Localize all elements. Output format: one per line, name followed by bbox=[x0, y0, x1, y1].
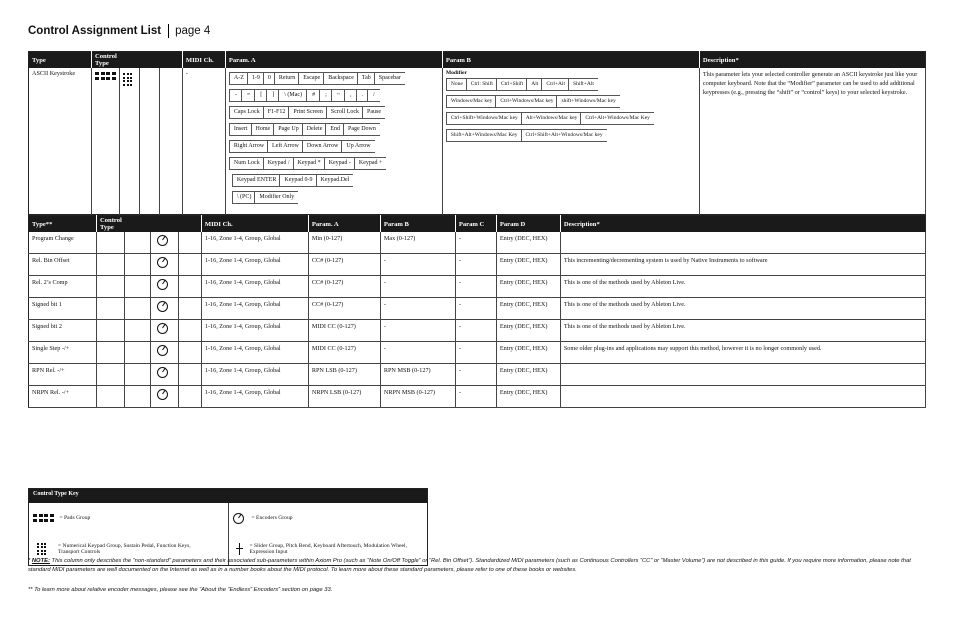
empty-cell bbox=[125, 364, 151, 386]
row-type: Rel. 2’s Comp bbox=[29, 276, 97, 298]
table-row bbox=[29, 276, 926, 298]
key-encoders-label: = Encoders Group bbox=[251, 515, 293, 521]
row-description bbox=[560, 364, 925, 386]
row-param-b: - bbox=[380, 254, 455, 276]
col-control-type: Control Type bbox=[92, 52, 120, 69]
row-param-a: CC# (0-127) bbox=[308, 276, 380, 298]
encoder-icon bbox=[157, 389, 168, 400]
modifier-row bbox=[446, 78, 696, 91]
row-param-b: - bbox=[380, 276, 455, 298]
key-box: Print Screen bbox=[288, 107, 327, 118]
row-midi: 1-16, Zone 1-4, Group, Global bbox=[201, 298, 308, 320]
key-box: Keypad / bbox=[263, 158, 294, 169]
row-type: Rel. Bin Offset bbox=[29, 254, 97, 276]
key-box: 0 bbox=[263, 73, 275, 84]
row-type: RPN Rel. -/+ bbox=[29, 364, 97, 386]
row-param-d: Entry (DEC, HEX) bbox=[496, 386, 560, 408]
row-param-d: Entry (DEC, HEX) bbox=[496, 342, 560, 364]
row-param-d: Entry (DEC, HEX) bbox=[496, 276, 560, 298]
row-param-c: - bbox=[455, 298, 496, 320]
key-row bbox=[229, 123, 439, 136]
key-box: . bbox=[356, 90, 369, 101]
ascii-table bbox=[28, 51, 926, 215]
key-box: , bbox=[344, 90, 357, 101]
param-b-modifiers bbox=[442, 68, 699, 215]
key-pads bbox=[29, 503, 229, 533]
footnote-text: This column only describes the “non-standard” parameters and their associated sub-parameters within Axiom Pro (such as “Note On/Off Toggle” or “Rel. Bin Offset”). Standardized MIDI parameters (such as Continuous Controllers “CC” or “Master Volume”) are not described in this guide. If you require more information, please note that standard MIDI parameters are well documented on the Internet as well as in a number books about the MIDI protocol. To learn more about these standard parameters, please refer to one of these books or websites. bbox=[28, 558, 911, 573]
empty-cell bbox=[97, 298, 125, 320]
footnote-1 bbox=[28, 557, 928, 575]
modifier-box: Windows/Mac key bbox=[447, 96, 496, 107]
empty-cell bbox=[97, 386, 125, 408]
table-row bbox=[29, 68, 926, 215]
encoder-icon bbox=[157, 345, 168, 356]
table-row bbox=[29, 342, 926, 364]
modifier-box: Shift+Alt bbox=[568, 79, 598, 90]
pads-icon bbox=[95, 72, 116, 80]
row-param-a: MIDI CC (0-127) bbox=[308, 342, 380, 364]
empty-cell bbox=[179, 364, 202, 386]
row-description: This is one of the methods used by Ableton Live. bbox=[560, 320, 925, 342]
empty-cell bbox=[179, 298, 202, 320]
empty-cell bbox=[125, 298, 151, 320]
key-box: Num Lock bbox=[230, 158, 264, 169]
control-type-key bbox=[28, 488, 428, 566]
key-box: Delete bbox=[302, 124, 327, 135]
empty-cell bbox=[97, 276, 125, 298]
param-a-keys bbox=[225, 68, 442, 215]
slider-icon bbox=[239, 543, 240, 555]
pads-cell bbox=[92, 68, 120, 215]
key-box: # bbox=[306, 90, 320, 101]
row-param-c: - bbox=[455, 364, 496, 386]
table-row bbox=[29, 320, 926, 342]
row-param-c: - bbox=[455, 254, 496, 276]
empty-cell bbox=[179, 320, 202, 342]
key-box: Scroll Lock bbox=[326, 107, 363, 118]
key-box: Pause bbox=[362, 107, 385, 118]
row-param-a: NRPN LSB (0-127) bbox=[308, 386, 380, 408]
pads-icon bbox=[33, 514, 54, 522]
row-midi: 1-16, Zone 1-4, Group, Global bbox=[201, 342, 308, 364]
encoder-icon bbox=[157, 235, 168, 246]
modifier-box: Ctrl+Windows/Mac key bbox=[495, 96, 557, 107]
table-row bbox=[29, 254, 926, 276]
row-param-b: - bbox=[380, 320, 455, 342]
numeric-keypad-icon bbox=[123, 73, 132, 86]
key-box: Page Down bbox=[343, 124, 380, 135]
key-box: = bbox=[241, 90, 255, 101]
key-box: Keypad - bbox=[324, 158, 355, 169]
title-divider bbox=[168, 24, 169, 38]
modifier-box: Ctrl+Shift+Alt+Windows/Mac key bbox=[521, 130, 607, 141]
row-midi: 1-16, Zone 1-4, Group, Global bbox=[201, 232, 308, 254]
encoder-table bbox=[28, 215, 926, 408]
row-param-a: CC# (0-127) bbox=[308, 254, 380, 276]
encoder-cell bbox=[151, 276, 179, 298]
key-box: Tab bbox=[357, 73, 375, 84]
page-number: page 4 bbox=[175, 25, 211, 37]
key-row bbox=[229, 72, 439, 85]
row-type: Signed bit 1 bbox=[29, 298, 97, 320]
modifier-row bbox=[446, 129, 696, 142]
row-param-b: RPN MSB (0-127) bbox=[380, 364, 455, 386]
row-param-b: NRPN MSB (0-127) bbox=[380, 386, 455, 408]
modifier-box: Alt bbox=[526, 79, 542, 90]
empty-cell bbox=[179, 254, 202, 276]
encoder-icon bbox=[157, 279, 168, 290]
col-description: Description* bbox=[560, 216, 925, 233]
row-param-a: Min (0-127) bbox=[308, 232, 380, 254]
encoder-cell bbox=[151, 386, 179, 408]
numeric-cell bbox=[120, 68, 140, 215]
encoder-cell bbox=[151, 364, 179, 386]
modifier-box: Alt+Windows/Mac key bbox=[521, 113, 582, 124]
encoder-icon bbox=[157, 301, 168, 312]
col-param-a: Param. A bbox=[308, 216, 380, 233]
row-param-d: Entry (DEC, HEX) bbox=[496, 298, 560, 320]
empty-cell bbox=[179, 342, 202, 364]
key-row bbox=[229, 106, 439, 119]
encoder-icon bbox=[157, 367, 168, 378]
key-row bbox=[232, 191, 439, 204]
key-box: Backspace bbox=[323, 73, 358, 84]
key-box: Up Arrow bbox=[341, 141, 374, 152]
key-box: 1-9 bbox=[247, 73, 264, 84]
key-box: Escape bbox=[298, 73, 324, 84]
footnote-label: NOTE: bbox=[31, 558, 50, 564]
empty-cell bbox=[179, 386, 202, 408]
row-type: Single Step -/+ bbox=[29, 342, 97, 364]
modifier-box: Ctrl+Alt+Windows/Mac Key bbox=[580, 113, 654, 124]
modifier-row bbox=[446, 112, 696, 125]
row-description: This is one of the methods used by Ableton Live. bbox=[560, 298, 925, 320]
encoder-cell bbox=[151, 254, 179, 276]
key-row bbox=[229, 89, 439, 102]
key-box: Spacebar bbox=[374, 73, 405, 84]
row-type: Program Change bbox=[29, 232, 97, 254]
table-row bbox=[29, 386, 926, 408]
col-description: Description* bbox=[699, 52, 925, 69]
key-box: - bbox=[230, 90, 242, 101]
table-row bbox=[29, 298, 926, 320]
empty-cell bbox=[125, 232, 151, 254]
key-box: End bbox=[325, 124, 344, 135]
row-param-b: - bbox=[380, 298, 455, 320]
key-row bbox=[229, 140, 439, 153]
row-midi: 1-16, Zone 1-4, Group, Global bbox=[201, 364, 308, 386]
modifier-label: Modifier bbox=[445, 70, 467, 76]
key-box: Keypad.Del bbox=[316, 175, 354, 186]
col-midi: MIDI Ch. bbox=[182, 52, 225, 69]
col-type: Type** bbox=[29, 216, 97, 233]
key-title: Control Type Key bbox=[29, 489, 427, 503]
row-param-a: CC# (0-127) bbox=[308, 298, 380, 320]
encoder-icon bbox=[157, 323, 168, 334]
row-param-b: - bbox=[380, 342, 455, 364]
row-type: Signed bit 2 bbox=[29, 320, 97, 342]
key-box: Caps Lock bbox=[230, 107, 264, 118]
empty-cell bbox=[97, 342, 125, 364]
row-description: This incrementing/decrementing system is used by Native Instruments to software bbox=[560, 254, 925, 276]
key-pads-label: = Pads Group bbox=[59, 515, 91, 521]
key-box: Home bbox=[251, 124, 275, 135]
row-param-c: - bbox=[455, 342, 496, 364]
modifier-row bbox=[446, 95, 696, 108]
modifier-box: Ctrl: Shift bbox=[466, 79, 497, 90]
key-box: Left Arrow bbox=[267, 141, 303, 152]
row-param-b: Max (0-127) bbox=[380, 232, 455, 254]
modifier-box: Ctrl+Shift+Windows/Mac key bbox=[447, 113, 522, 124]
row-description: This is one of the methods used by Ableton Live. bbox=[560, 276, 925, 298]
col-type: Type bbox=[29, 52, 92, 69]
empty-cell bbox=[125, 320, 151, 342]
key-box: Right Arrow bbox=[230, 141, 268, 152]
row-param-c: - bbox=[455, 232, 496, 254]
row-param-d: Entry (DEC, HEX) bbox=[496, 232, 560, 254]
row-description: This parameter lets your selected controller generate an ASCII keystroke just like your computer keyboard. Note that the “Modifier” parameter can be used to add additional keypresses (e.g., pressing the “shift” or “control” keys) to your selected keystroke. bbox=[699, 68, 925, 215]
modifier-box: Ctrl+Shift bbox=[496, 79, 527, 90]
empty-cell bbox=[125, 276, 151, 298]
modifier-box: shift+Windows/Mac key bbox=[556, 96, 619, 107]
col-param-b: Param B bbox=[442, 52, 699, 69]
row-midi: 1-16, Zone 1-4, Group, Global bbox=[201, 320, 308, 342]
key-box: Keypad + bbox=[354, 158, 387, 169]
encoder-icon bbox=[233, 513, 244, 524]
row-description: Some older plug-ins and applications may support this method, however it is no longer commonly used. bbox=[560, 342, 925, 364]
key-numeric-label: = Numerical Keypad Group, Sustain Pedal, Function Keys, Transport Controls bbox=[58, 543, 191, 555]
footnote-star: * bbox=[28, 558, 32, 564]
key-box: / bbox=[367, 90, 380, 101]
key-box: F1-F12 bbox=[263, 107, 290, 118]
page-header bbox=[28, 24, 210, 38]
row-param-c: - bbox=[455, 320, 496, 342]
key-box: \ (PC) bbox=[233, 192, 256, 203]
key-row bbox=[229, 157, 439, 170]
key-box: Keypad ENTER bbox=[233, 175, 281, 186]
row-param-c: - bbox=[455, 386, 496, 408]
numeric-keypad-icon bbox=[37, 543, 46, 556]
empty-cell bbox=[97, 364, 125, 386]
encoder-cell bbox=[151, 298, 179, 320]
row-type: NRPN Rel. -/+ bbox=[29, 386, 97, 408]
col-control-type: Control Type bbox=[97, 216, 125, 233]
col-param-a: Param. A bbox=[225, 52, 442, 69]
empty-cell bbox=[97, 320, 125, 342]
row-description bbox=[560, 386, 925, 408]
row-param-d: Entry (DEC, HEX) bbox=[496, 254, 560, 276]
row-param-a: MIDI CC (0-127) bbox=[308, 320, 380, 342]
key-box: Modifier Only bbox=[254, 192, 298, 203]
encoder-icon bbox=[157, 257, 168, 268]
row-midi: 1-16, Zone 1-4, Group, Global bbox=[201, 386, 308, 408]
key-box: Keypad 0-9 bbox=[279, 175, 316, 186]
empty-cell bbox=[97, 232, 125, 254]
empty-cell bbox=[179, 276, 202, 298]
table-row bbox=[29, 232, 926, 254]
key-box: ~ bbox=[331, 90, 345, 101]
modifier-box: None bbox=[447, 79, 467, 90]
key-box: [ bbox=[254, 90, 267, 101]
key-box: Keypad * bbox=[293, 158, 325, 169]
footnote-2: ** To learn more about relative encoder messages, please see the “About the “Endless” Encoders” section on page 33. bbox=[28, 587, 333, 593]
col-param-b: Param B bbox=[380, 216, 455, 233]
col-param-d: Param D bbox=[496, 216, 560, 233]
row-midi: 1-16, Zone 1-4, Group, Global bbox=[201, 254, 308, 276]
key-box: \ (Mac) bbox=[278, 90, 307, 101]
table-row bbox=[29, 364, 926, 386]
empty-cell bbox=[125, 254, 151, 276]
key-box: Down Arrow bbox=[302, 141, 343, 152]
row-param-a: RPN LSB (0-127) bbox=[308, 364, 380, 386]
key-row bbox=[232, 174, 439, 187]
key-box: ] bbox=[266, 90, 279, 101]
key-box: A-Z bbox=[230, 73, 248, 84]
key-encoders bbox=[229, 503, 428, 533]
row-midi: - bbox=[182, 68, 225, 215]
col-midi: MIDI Ch. bbox=[201, 216, 308, 233]
row-param-d: Entry (DEC, HEX) bbox=[496, 320, 560, 342]
row-param-d: Entry (DEC, HEX) bbox=[496, 364, 560, 386]
row-type: ASCII Keystroke bbox=[29, 68, 92, 215]
col-param-c: Param C bbox=[455, 216, 496, 233]
key-box: Page Up bbox=[273, 124, 303, 135]
empty-cell bbox=[179, 232, 202, 254]
encoder-cell bbox=[151, 232, 179, 254]
key-box: Insert bbox=[230, 124, 252, 135]
row-midi: 1-16, Zone 1-4, Group, Global bbox=[201, 276, 308, 298]
row-description bbox=[560, 232, 925, 254]
empty-cell bbox=[125, 386, 151, 408]
encoder-cell bbox=[151, 342, 179, 364]
empty-cell bbox=[125, 342, 151, 364]
empty-cell bbox=[97, 254, 125, 276]
modifier-box: Ctrl+Alt bbox=[541, 79, 569, 90]
key-box: Return bbox=[274, 73, 299, 84]
row-param-c: - bbox=[455, 276, 496, 298]
key-box: ; bbox=[319, 90, 332, 101]
encoder-cell bbox=[151, 320, 179, 342]
page-title: Control Assignment List bbox=[28, 25, 162, 37]
modifier-box: Shift+Alt+Windows/Mac Key bbox=[447, 130, 522, 141]
key-slider-label: = Slider Group, Pitch Bend, Keyboard Aftertouch, Modulation Wheel, Expression Input bbox=[249, 543, 407, 555]
